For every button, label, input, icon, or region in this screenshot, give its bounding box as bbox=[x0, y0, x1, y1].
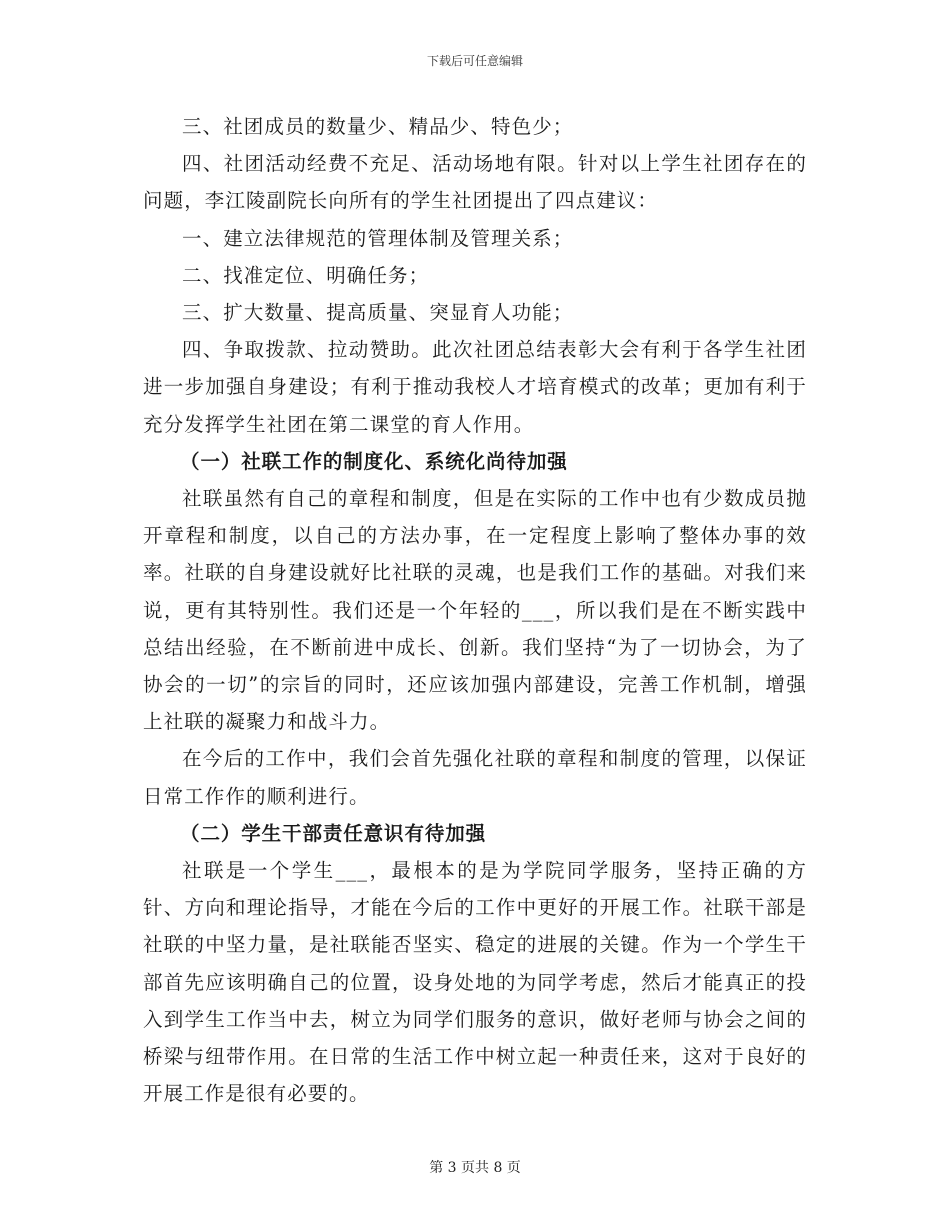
suggestion-1: 一、建立法律规范的管理体制及管理关系； bbox=[182, 226, 574, 250]
paragraph-item-3: 三、社团成员的数量少、精品少、特色少； bbox=[182, 115, 574, 138]
section-heading-2: （二）学生干部责任意识有待加强 bbox=[180, 821, 487, 845]
suggestion-4: 四、争取拨款、拉动赞助。此次社团总结表彰大会有利于各学生社团进一步加强自身建设；有利于推动我校人才培育模式的改革；更加有利于充分发挥学生社团在第二课堂的育人作用。 bbox=[143, 338, 807, 436]
paragraph-item-4-problems: 四、社团活动经费不充足、活动场地有限。针对以上学生社团存在的问题，李江陵副院长向所有的学生社团提出了四点建议： bbox=[143, 152, 807, 213]
suggestion-3: 三、扩大数量、提高质量、突显育人功能； bbox=[182, 301, 574, 325]
section-1-paragraph-2: 在今后的工作中，我们会首先强化社联的章程和制度的管理，以保证日常工作作的顺利进行。 bbox=[143, 747, 807, 808]
section-heading-1: （一）社联工作的制度化、系统化尚待加强 bbox=[180, 449, 568, 473]
page-header: 下载后可任意编辑 bbox=[426, 54, 523, 68]
section-2-paragraph-1: 社联是一个学生___，最根本的是为学院同学服务，坚持正确的方针、方向和理论指导，才能在今后的工作中更好的开展工作。社联干部是社联的中坚力量，是社联能否坚实、稳定的进展的关键。作为一个学生干部首先应该明确自己的位置，设身处地的为同学考虑，然后才能真正的投入到学生工作当中去，树立为同学们服务的意识，做好老师与协会之间的桥梁与纽带作用。在日常的生活工作中树立起一种责任来，这对于良好的开展工作是很有必要的。 bbox=[143, 859, 807, 1106]
section-1-paragraph-1: 社联虽然有自己的章程和制度，但是在实际的工作中也有少数成员抛开章程和制度，以自己的方法办事，在一定程度上影响了整体办事的效率。社联的自身建设就好比社联的灵魂，也是我们工作的基础。对我们来说，更有其特别性。我们还是一个年轻的___，所以我们是在不断实践中总结出经验，在不断前进中成长、创新。我们坚持“为了一切协会，为了协会的一切”的宗旨的同时，还应该加强内部建设，完善工作机制，增强上社联的凝聚力和战斗力。 bbox=[143, 487, 807, 734]
suggestion-2: 二、找准定位、明确任务； bbox=[182, 263, 430, 287]
document-body bbox=[143, 108, 807, 1112]
page-footer: 第 3 页共 8 页 bbox=[429, 1160, 521, 1176]
